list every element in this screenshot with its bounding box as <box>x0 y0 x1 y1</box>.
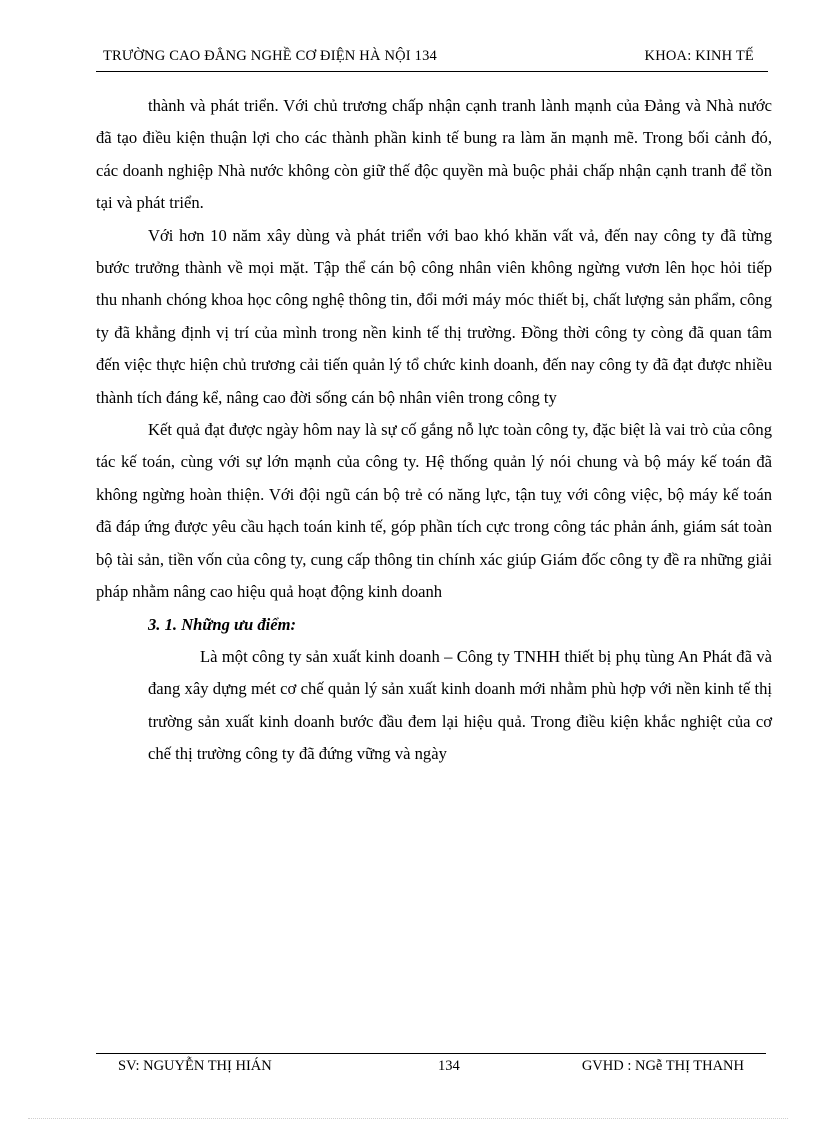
section-heading: 3. 1. Những ưu điểm: <box>148 614 297 634</box>
footer-student: SV: NGUYỄN THỊ HIÁN <box>118 1058 272 1074</box>
header-department: KHOA: KINH TẾ <box>644 48 754 64</box>
footer-page-number: 134 <box>438 1058 460 1074</box>
section-paragraph: Là một công ty sản xuất kinh doanh – Công ty TNHH thiết bị phụ tùng An Phát đã và đang xây dựng mét cơ chế quản lý sản xuất kinh doanh mới nhằm phù hợp với nền kinh tế thị trường sản xuất kinh doanh bước đầu đem lại hiệu quả. Trong điều kiện khắc nghiệt của cơ chế thị trường công ty đã đứng vững và ngày <box>148 646 772 764</box>
paragraph-1: thành và phát triển. Với chủ trương chấp nhận cạnh tranh lành mạnh của Đảng và Nhà nước đã tạo điều kiện thuận lợi cho các thành phần kinh tế bung ra làm ăn mạnh mẽ. Trong bối cảnh đó, các doanh nghiệp Nhà nước không còn giữ thế độc quyền mà buộc phải chấp nhận cạnh tranh để tồn tại và phát triển. <box>96 96 772 213</box>
page-footer <box>118 1058 748 1078</box>
page-header <box>103 48 754 70</box>
document-body <box>96 90 772 771</box>
paragraph-2: Với hơn 10 năm xây dùng và phát triển với bao khó khăn vất vả, đến nay công ty đã từng bước trưởng thành về mọi mặt. Tập thể cán bộ công nhân viên không ngừng vươn lên học hỏi tiếp thu nhanh chóng khoa học công nghệ thông tin, đổi mới máy móc thiết bị, chất lượng sản phẩm, công ty đã khẳng định vị trí của mình trong nền kinh tế thị trường. Đồng thời công ty còng đã quan tâm đến việc thực hiện chủ trương cải tiến quản lý tổ chức kinh doanh, đến nay công ty đã đạt được nhiều thành tích đáng kể, nâng cao đời sống cán bộ nhân viên trong công ty <box>96 225 772 407</box>
section-block <box>96 641 772 771</box>
footer-advisor: GVHD : NGễ THỊ THANH <box>581 1058 744 1074</box>
header-school-name: TRƯỜNG CAO ĐẲNG NGHỀ CƠ ĐIỆN HÀ NỘI 134 <box>103 48 438 64</box>
footer-divider <box>96 1053 766 1054</box>
page-edge <box>28 1118 788 1119</box>
header-divider <box>96 71 768 72</box>
paragraph-3: Kết quả đạt được ngày hôm nay là sự cố gắng nỗ lực toàn công ty, đặc biệt là vai trò của công tác kế toán, cùng với sự lớn mạnh của công ty. Hệ thống quản lý nói chung và bộ máy kế toán đã không ngừng hoàn thiện. Với đội ngũ cán bộ trẻ có năng lực, tận tuỵ với công việc, bộ máy kế toán đã đáp ứng được yêu cầu hạch toán kinh tế, góp phần tích cực trong công tác phản ánh, giám sát toàn bộ tài sản, tiền vốn của công ty, cung cấp thông tin chính xác giúp Giám đốc công ty đề ra những giải pháp nhằm nâng cao hiệu quả hoạt động kinh doanh <box>96 420 772 602</box>
